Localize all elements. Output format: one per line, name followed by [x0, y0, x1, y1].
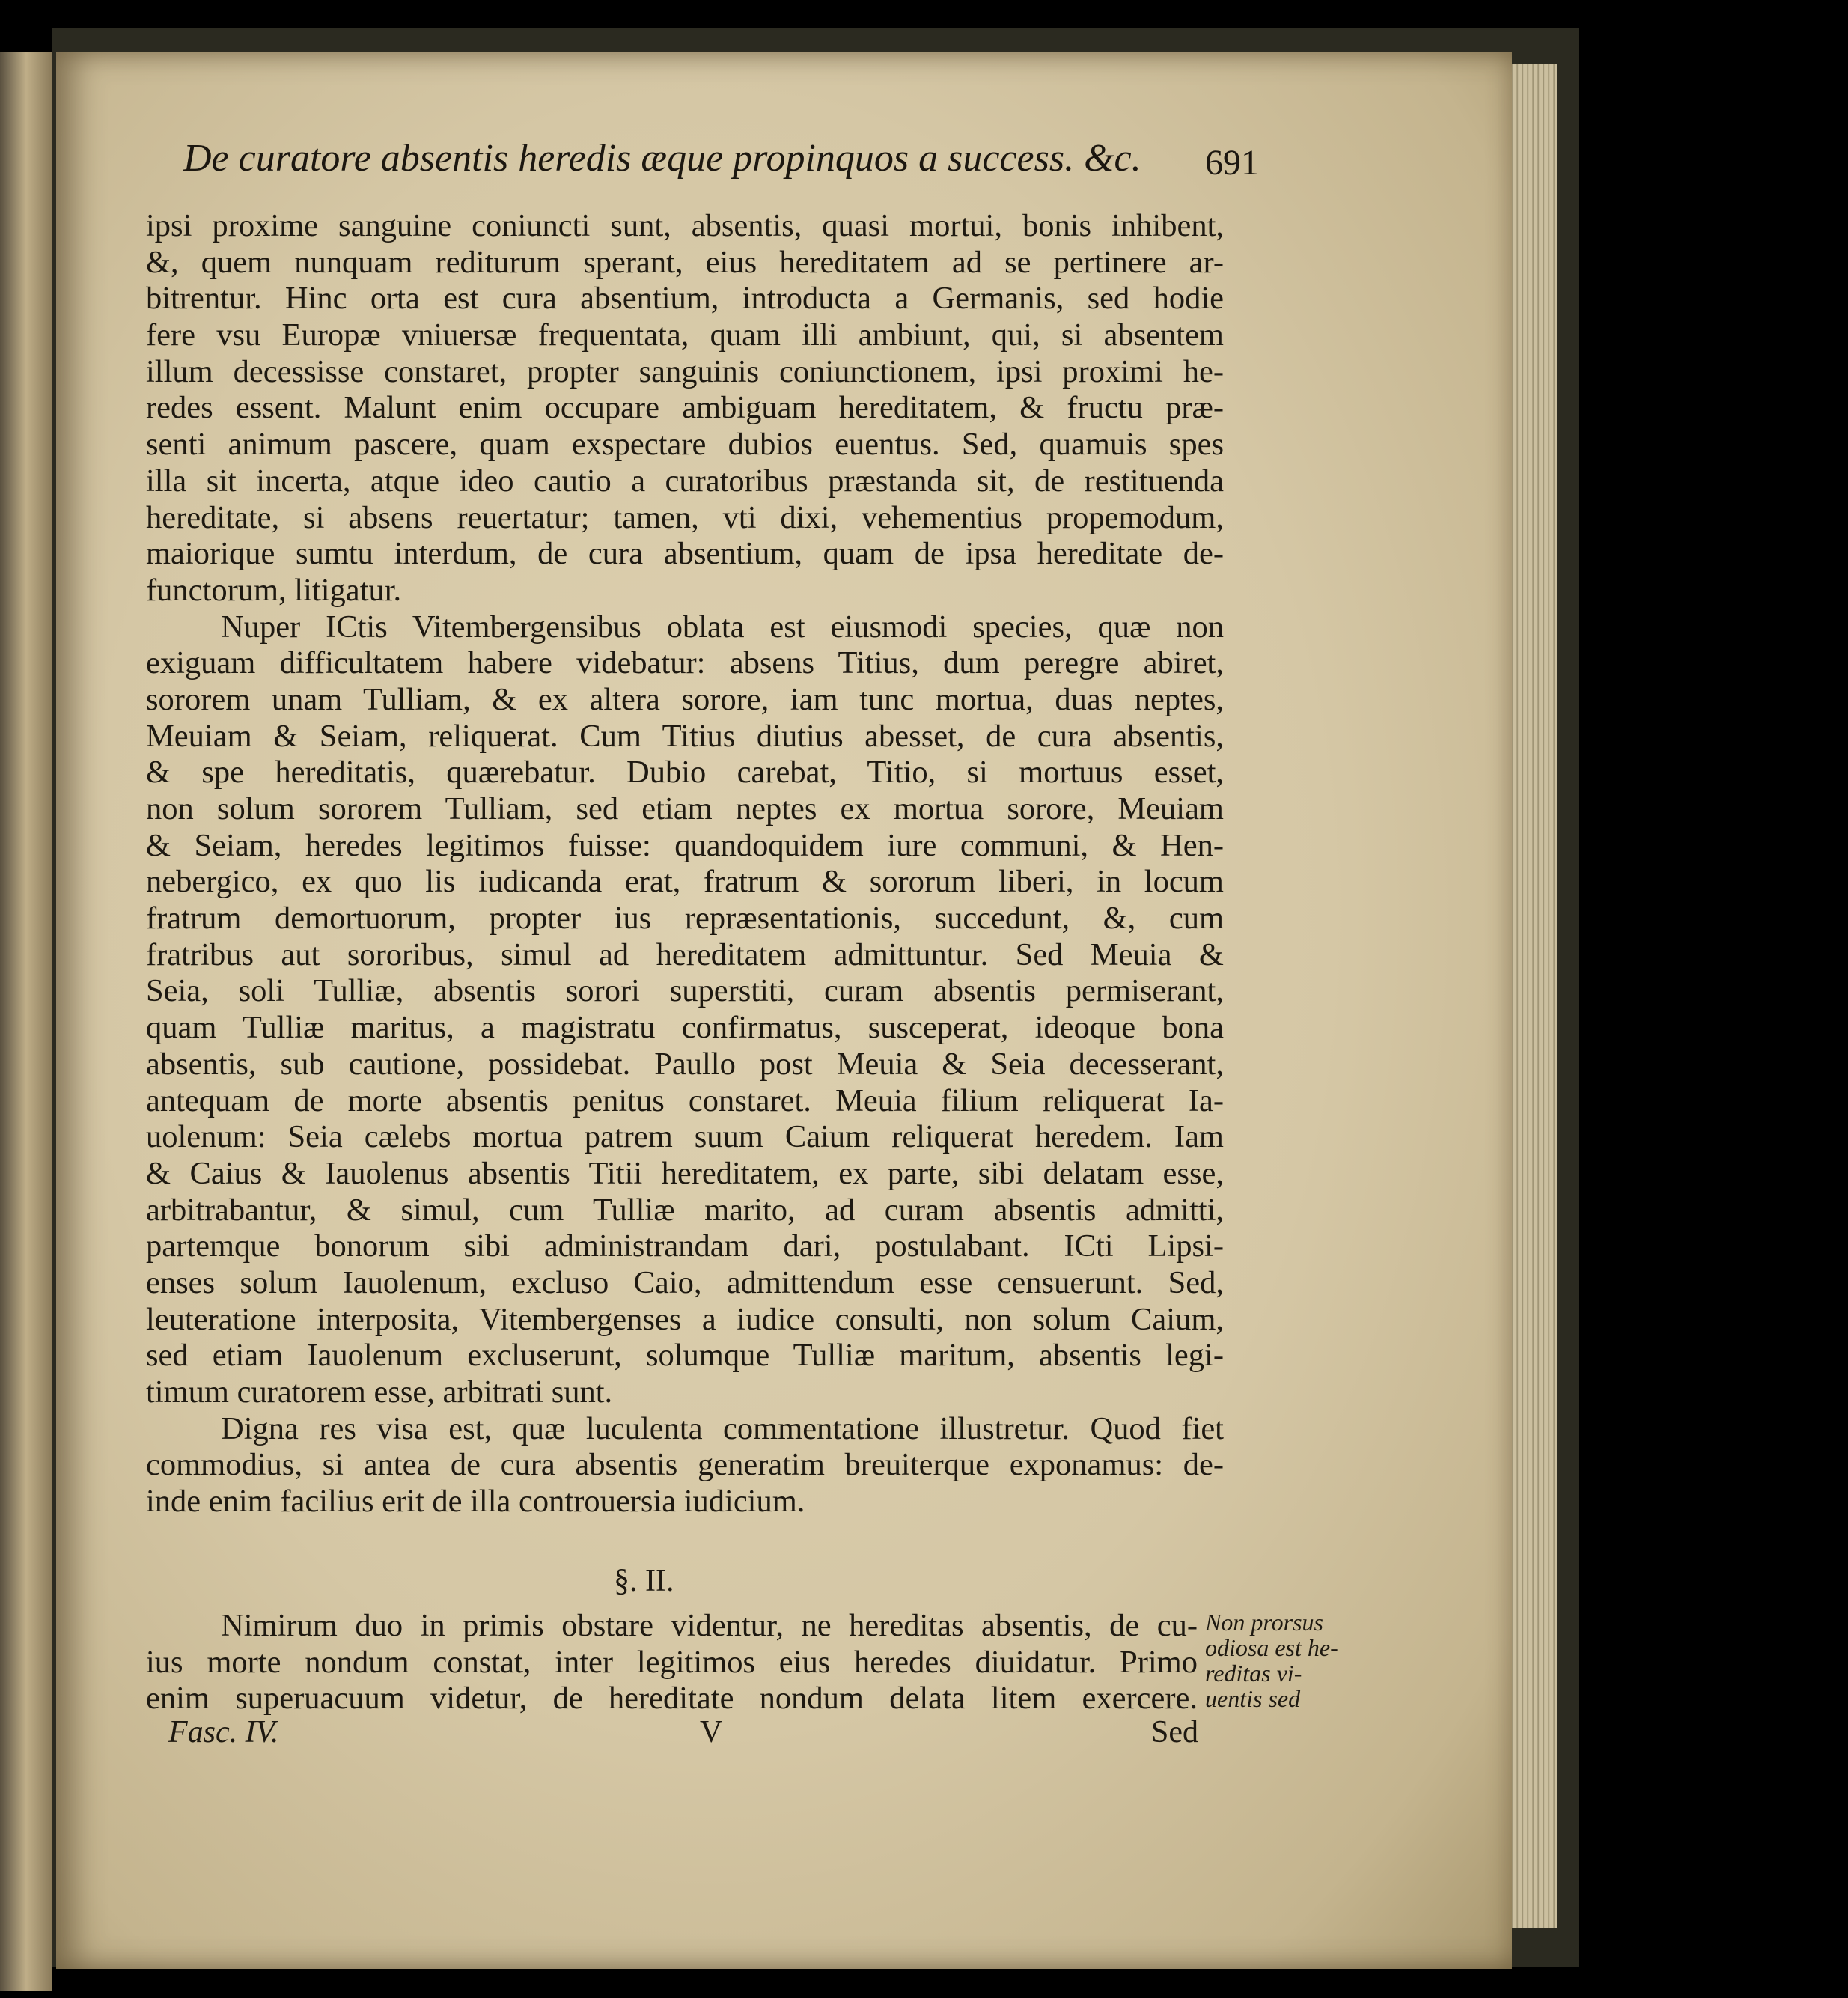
- text-line: hereditate, si absens reuertatur; tamen, vti dixi, vehementius propemodum,: [146, 499, 1224, 535]
- text-line: fere vsu Europæ vniuersæ frequentata, quam illi ambiunt, qui, si absentem: [146, 317, 1224, 353]
- text-line: antequam de morte absentis penitus constaret. Meuia filium reliquerat Ia-: [146, 1082, 1224, 1118]
- text-line: quam Tulliæ maritus, a magistratu confirmatus, susceperat, ideoque bona: [146, 1010, 1224, 1046]
- text-line: &, quem nunquam rediturum sperant, eius hereditatem ad se pertinere ar-: [146, 244, 1224, 280]
- text-line: Meuiam & Seiam, reliquerat. Cum Titius diutius abesset, de cura absentis,: [146, 718, 1224, 754]
- text-line: ius morte nondum constat, inter legitimos eius heredes diuidatur. Primo: [146, 1644, 1198, 1680]
- paragraph-1: [146, 208, 1224, 609]
- text-line: leuteratione interposita, Vitembergenses a iudice consulti, non solum Caium,: [146, 1301, 1224, 1337]
- text-line: ipsi proxime sanguine coniuncti sunt, absentis, quasi mortui, bonis inhibent,: [146, 208, 1224, 243]
- section-heading: §. II.: [614, 1564, 674, 1598]
- text-line: sororem unam Tulliam, & ex altera sorore, iam tunc mortua, duas neptes,: [146, 681, 1224, 717]
- text-line: partemque bonorum sibi administrandam dari, postulabant. ICti Lipsi-: [146, 1228, 1224, 1264]
- text-line: Digna res visa est, quæ luculenta commentatione illustretur. Quod fiet: [221, 1410, 1224, 1446]
- text-line: arbitrabantur, & simul, cum Tulliæ marito, ad curam absentis admitti,: [146, 1192, 1224, 1228]
- text-line: illum decessisse constaret, propter sanguinis coniunctionem, ipsi proximi he-: [146, 353, 1224, 389]
- fascicle-signature: Fasc. IV.: [168, 1715, 279, 1749]
- text-line: fratribus aut sororibus, simul ad hereditatem admittuntur. Sed Meuia &: [146, 936, 1224, 972]
- text-line: Nimirum duo in primis obstare videntur, ne hereditas absentis, de cu-: [221, 1608, 1198, 1643]
- book-spine-edge: [0, 52, 52, 1991]
- margin-note-line: reditas vi-: [1205, 1660, 1302, 1687]
- text-line: enses solum Iauolenum, excluso Caio, admittendum esse censuerunt. Sed,: [146, 1264, 1224, 1300]
- text-line: illa sit incerta, atque ideo cautio a curatoribus præstanda sit, de restituenda: [146, 463, 1224, 499]
- margin-note-line: odiosa est he-: [1205, 1634, 1338, 1661]
- signature-mark: V: [700, 1715, 723, 1749]
- paragraph-2: [146, 609, 1224, 1411]
- text-line: bitrentur. Hinc orta est cura absentium, introducta a Germanis, sed hodie: [146, 281, 1224, 317]
- text-line: inde enim facilius erit de illa controuersia iudicium.: [146, 1484, 805, 1520]
- text-line: non solum sororem Tulliam, sed etiam neptes ex mortua sorore, Meuiam: [146, 791, 1224, 826]
- text-line: maiorique sumtu interdum, de cura absentium, quam de ipsa hereditate de-: [146, 536, 1224, 572]
- text-line: redes essent. Malunt enim occupare ambiguam hereditatem, & fructu præ-: [146, 390, 1224, 426]
- text-line: Seia, soli Tulliæ, absentis sorori superstiti, curam absentis permiserant,: [146, 973, 1224, 1009]
- page-header: [183, 136, 1259, 204]
- text-line: commodius, si antea de cura absentis generatim breuiterque exponamus: de-: [146, 1447, 1224, 1483]
- text-line: absentis, sub cautione, possidebat. Paullo post Meuia & Seia decesserant,: [146, 1046, 1224, 1082]
- text-line: senti animum pascere, quam exspectare dubios euentus. Sed, quamuis spes: [146, 427, 1224, 463]
- text-line: Nuper ICtis Vitembergensibus oblata est eiusmodi species, quæ non: [221, 609, 1224, 645]
- text-line: uolenum: Seia cælebs mortua patrem suum Caium reliquerat heredem. Iam: [146, 1119, 1224, 1155]
- text-line: functorum, litigatur.: [146, 572, 402, 608]
- text-line: fratrum demortuorum, propter ius repræsentationis, succedunt, &, cum: [146, 901, 1224, 936]
- text-line: timum curatorem esse, arbitrati sunt.: [146, 1374, 613, 1410]
- text-line: sed etiam Iauolenum excluserunt, solumque Tulliæ maritum, absentis legi-: [146, 1338, 1224, 1374]
- text-line: nebergico, ex quo lis iudicanda erat, fratrum & sororum liberi, in locum: [146, 864, 1224, 900]
- text-line: & spe hereditatis, quærebatur. Dubio carebat, Titio, si mortuus esset,: [146, 755, 1224, 791]
- main-text: [146, 208, 1224, 1520]
- text-line: exiguam difficultatem habere videbatur: absens Titius, dum peregre abiret,: [146, 645, 1224, 681]
- page-number: 691: [1205, 143, 1259, 183]
- margin-note-line: uentis sed: [1205, 1685, 1301, 1712]
- running-head: De curatore absentis heredis æque propinquos a success. &c.: [183, 137, 1141, 180]
- paragraph-3: [146, 1411, 1224, 1520]
- section-text: [146, 1608, 1198, 1717]
- margin-note-line: Non prorsus: [1205, 1609, 1323, 1636]
- text-line: & Caius & Iauolenus absentis Titii hereditatem, ex parte, sibi delatam esse,: [146, 1155, 1224, 1191]
- text-line: enim superuacuum videtur, de hereditate nondum delata litem exercere.: [146, 1681, 1198, 1717]
- catchword: Sed: [1151, 1715, 1198, 1749]
- text-line: & Seiam, heredes legitimos fuisse: quandoquidem iure communi, & Hen-: [146, 827, 1224, 863]
- margin-note: [1205, 1609, 1340, 1711]
